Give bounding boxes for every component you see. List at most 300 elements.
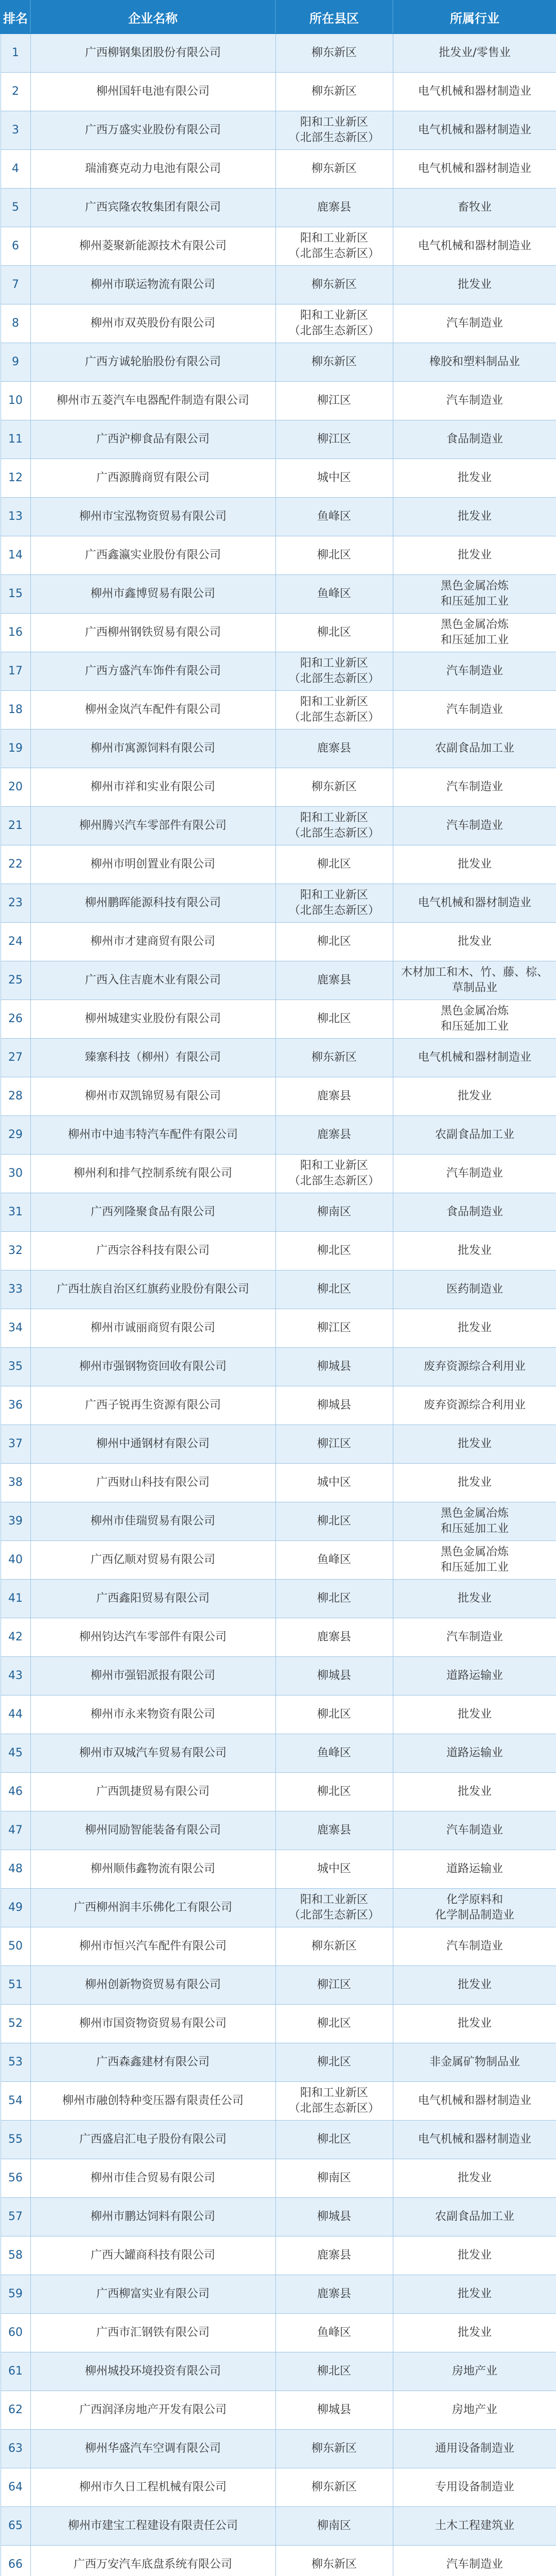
table-row	[1, 2082, 556, 2121]
cell-rank: 56	[1, 2159, 30, 2198]
cell-industry: 医药制造业	[393, 1270, 556, 1309]
cell-district: 柳东新区	[275, 2546, 393, 2576]
cell-name: 柳州创新物资贸易有限公司	[30, 1966, 275, 2005]
cell-industry: 土木工程建筑业	[393, 2507, 556, 2546]
cell-industry: 电气机械和器材制造业	[393, 2082, 556, 2121]
table-row	[1, 1232, 556, 1270]
cell-industry: 汽车制造业	[393, 807, 556, 845]
cell-rank: 11	[1, 420, 30, 459]
table-row	[1, 1657, 556, 1696]
cell-name: 广西鑫阳贸易有限公司	[30, 1580, 275, 1618]
cell-rank: 45	[1, 1734, 30, 1773]
table-row	[1, 1773, 556, 1811]
table-body	[1, 33, 556, 2576]
cell-rank: 40	[1, 1541, 30, 1580]
cell-district: 柳东新区	[275, 73, 393, 111]
cell-rank: 4	[1, 150, 30, 189]
cell-industry: 批发业	[393, 923, 556, 961]
table-row	[1, 652, 556, 691]
cell-rank: 53	[1, 2043, 30, 2082]
cell-industry: 农副食品加工业	[393, 1116, 556, 1155]
cell-name: 柳州市双城汽车贸易有限公司	[30, 1734, 275, 1773]
table-row	[1, 1270, 556, 1309]
cell-industry: 房地产业	[393, 2391, 556, 2430]
cell-rank: 46	[1, 1773, 30, 1811]
cell-rank: 62	[1, 2391, 30, 2430]
cell-rank: 64	[1, 2468, 30, 2507]
cell-district: 柳南区	[275, 2159, 393, 2198]
cell-district: 柳北区	[275, 1580, 393, 1618]
cell-district: 柳江区	[275, 1966, 393, 2005]
table-row	[1, 1502, 556, 1541]
cell-rank: 66	[1, 2546, 30, 2576]
table-row	[1, 1464, 556, 1502]
cell-name: 广西方盛汽车饰件有限公司	[30, 652, 275, 691]
cell-district: 柳江区	[275, 420, 393, 459]
cell-rank: 27	[1, 1039, 30, 1077]
cell-industry: 黑色金属冶炼 和压延加工业	[393, 575, 556, 614]
cell-industry: 批发业/零售业	[393, 33, 556, 73]
cell-name: 广西柳州润丰乐佛化工有限公司	[30, 1889, 275, 1927]
cell-rank: 60	[1, 2314, 30, 2352]
table-row	[1, 536, 556, 575]
cell-rank: 61	[1, 2352, 30, 2391]
cell-district: 阳和工业新区 （北部生态新区）	[275, 1889, 393, 1927]
cell-industry: 木材加工和木、竹、藤、棕、草制品业	[393, 961, 556, 1000]
table-row	[1, 1039, 556, 1077]
cell-industry: 专用设备制造业	[393, 2468, 556, 2507]
cell-name: 广西壮族自治区红旗药业股份有限公司	[30, 1270, 275, 1309]
cell-district: 柳东新区	[275, 33, 393, 73]
table-row	[1, 1541, 556, 1580]
cell-name: 柳州金岚汽车配件有限公司	[30, 691, 275, 730]
cell-industry: 批发业	[393, 1232, 556, 1270]
cell-industry: 汽车制造业	[393, 1618, 556, 1657]
cell-industry: 批发业	[393, 2275, 556, 2314]
table-row	[1, 150, 556, 189]
cell-industry: 房地产业	[393, 2352, 556, 2391]
cell-name: 广西鑫瀛实业股份有限公司	[30, 536, 275, 575]
cell-district: 柳江区	[275, 382, 393, 420]
cell-name: 广西列隆聚食品有限公司	[30, 1193, 275, 1232]
cell-name: 广西沪柳食品有限公司	[30, 420, 275, 459]
cell-rank: 59	[1, 2275, 30, 2314]
table-row	[1, 2391, 556, 2430]
cell-name: 广西宾隆农牧集团有限公司	[30, 189, 275, 227]
cell-rank: 37	[1, 1425, 30, 1464]
table-row	[1, 1734, 556, 1773]
cell-name: 柳州利和排气控制系统有限公司	[30, 1155, 275, 1193]
cell-industry: 通用设备制造业	[393, 2430, 556, 2468]
cell-rank: 6	[1, 227, 30, 266]
cell-name: 柳州市鹏达饲料有限公司	[30, 2198, 275, 2236]
cell-rank: 17	[1, 652, 30, 691]
cell-name: 广西宗谷科技有限公司	[30, 1232, 275, 1270]
cell-rank: 10	[1, 382, 30, 420]
cell-name: 柳州城建实业股份有限公司	[30, 1000, 275, 1039]
cell-name: 柳州顺伟鑫物流有限公司	[30, 1850, 275, 1889]
table-row	[1, 614, 556, 652]
table-row	[1, 2468, 556, 2507]
cell-rank: 26	[1, 1000, 30, 1039]
cell-district: 阳和工业新区 （北部生态新区）	[275, 2082, 393, 2121]
cell-rank: 19	[1, 730, 30, 768]
cell-district: 柳东新区	[275, 1927, 393, 1966]
cell-industry: 批发业	[393, 266, 556, 304]
cell-name: 柳州华盛汽车空调有限公司	[30, 2430, 275, 2468]
table-row	[1, 2275, 556, 2314]
cell-district: 柳东新区	[275, 768, 393, 807]
table-row	[1, 2546, 556, 2576]
table-row	[1, 33, 556, 73]
cell-district: 柳东新区	[275, 266, 393, 304]
cell-industry: 电气机械和器材制造业	[393, 1039, 556, 1077]
cell-rank: 38	[1, 1464, 30, 1502]
cell-industry: 汽车制造业	[393, 382, 556, 420]
cell-district: 柳北区	[275, 1502, 393, 1541]
cell-rank: 58	[1, 2236, 30, 2275]
cell-industry: 电气机械和器材制造业	[393, 111, 556, 150]
cell-district: 阳和工业新区 （北部生态新区）	[275, 807, 393, 845]
cell-rank: 28	[1, 1077, 30, 1116]
table-row	[1, 691, 556, 730]
cell-name: 柳州市祥和实业有限公司	[30, 768, 275, 807]
cell-rank: 43	[1, 1657, 30, 1696]
table-row	[1, 884, 556, 923]
cell-district: 鹿寨县	[275, 2275, 393, 2314]
cell-industry: 电气机械和器材制造业	[393, 227, 556, 266]
cell-district: 鹿寨县	[275, 961, 393, 1000]
cell-rank: 50	[1, 1927, 30, 1966]
cell-industry: 批发业	[393, 1966, 556, 2005]
cell-district: 柳北区	[275, 1232, 393, 1270]
cell-name: 柳州市佳瑞贸易有限公司	[30, 1502, 275, 1541]
cell-district: 柳东新区	[275, 1039, 393, 1077]
cell-district: 柳北区	[275, 614, 393, 652]
cell-name: 柳州鹏晖能源科技有限公司	[30, 884, 275, 923]
table-row	[1, 845, 556, 884]
cell-name: 柳州钧达汽车零部件有限公司	[30, 1618, 275, 1657]
cell-industry: 汽车制造业	[393, 691, 556, 730]
cell-industry: 黑色金属冶炼 和压延加工业	[393, 1541, 556, 1580]
table-row	[1, 459, 556, 498]
cell-name: 柳州市宝泓物资贸易有限公司	[30, 498, 275, 536]
cell-industry: 批发业	[393, 1773, 556, 1811]
cell-name: 柳州市双英股份有限公司	[30, 304, 275, 343]
cell-rank: 55	[1, 2121, 30, 2159]
cell-industry: 汽车制造业	[393, 1811, 556, 1850]
column-header-industry: 所属行业	[393, 1, 556, 33]
cell-industry: 畜牧业	[393, 189, 556, 227]
table-row	[1, 2005, 556, 2043]
table-row	[1, 1155, 556, 1193]
cell-rank: 49	[1, 1889, 30, 1927]
cell-industry: 橡胶和塑料制品业	[393, 343, 556, 382]
cell-name: 柳州市融创特种变压器有限责任公司	[30, 2082, 275, 2121]
cell-industry: 非金属矿物制品业	[393, 2043, 556, 2082]
column-header-rank: 排名	[1, 1, 30, 33]
cell-name: 柳州国轩电池有限公司	[30, 73, 275, 111]
cell-industry: 批发业	[393, 1077, 556, 1116]
cell-rank: 33	[1, 1270, 30, 1309]
cell-name: 柳州市永来物资有限公司	[30, 1696, 275, 1734]
cell-district: 鱼峰区	[275, 1734, 393, 1773]
table-row	[1, 420, 556, 459]
cell-district: 鱼峰区	[275, 575, 393, 614]
cell-district: 阳和工业新区 （北部生态新区）	[275, 1155, 393, 1193]
table-row	[1, 1927, 556, 1966]
cell-name: 臻寨科技（柳州）有限公司	[30, 1039, 275, 1077]
cell-name: 广西柳富实业有限公司	[30, 2275, 275, 2314]
cell-rank: 35	[1, 1348, 30, 1386]
cell-district: 柳城县	[275, 1386, 393, 1425]
cell-industry: 农副食品加工业	[393, 2198, 556, 2236]
cell-district: 阳和工业新区 （北部生态新区）	[275, 304, 393, 343]
cell-industry: 批发业	[393, 536, 556, 575]
cell-name: 柳州市国资物资贸易有限公司	[30, 2005, 275, 2043]
cell-rank: 24	[1, 923, 30, 961]
cell-name: 广西万盛实业股份有限公司	[30, 111, 275, 150]
cell-district: 柳江区	[275, 1309, 393, 1348]
cell-district: 柳南区	[275, 1193, 393, 1232]
cell-name: 柳州市强铝派报有限公司	[30, 1657, 275, 1696]
cell-name: 柳州市诚丽商贸有限公司	[30, 1309, 275, 1348]
cell-industry: 化学原料和 化学制品制造业	[393, 1889, 556, 1927]
cell-name: 柳州市久日工程机械有限公司	[30, 2468, 275, 2507]
cell-district: 柳北区	[275, 2043, 393, 2082]
table-row	[1, 227, 556, 266]
cell-district: 鱼峰区	[275, 498, 393, 536]
cell-name: 广西方诚轮胎股份有限公司	[30, 343, 275, 382]
cell-rank: 41	[1, 1580, 30, 1618]
cell-rank: 9	[1, 343, 30, 382]
table-row	[1, 2121, 556, 2159]
cell-district: 柳江区	[275, 1425, 393, 1464]
table-row	[1, 1116, 556, 1155]
cell-district: 柳城县	[275, 2198, 393, 2236]
table-row	[1, 1425, 556, 1464]
cell-name: 广西入住吉鹿木业有限公司	[30, 961, 275, 1000]
cell-name: 瑞浦赛克动力电池有限公司	[30, 150, 275, 189]
cell-rank: 2	[1, 73, 30, 111]
table-row	[1, 1309, 556, 1348]
cell-rank: 8	[1, 304, 30, 343]
cell-industry: 道路运输业	[393, 1734, 556, 1773]
table-row	[1, 382, 556, 420]
cell-district: 柳城县	[275, 1348, 393, 1386]
cell-rank: 39	[1, 1502, 30, 1541]
cell-rank: 20	[1, 768, 30, 807]
cell-industry: 批发业	[393, 2314, 556, 2352]
cell-district: 柳北区	[275, 2121, 393, 2159]
column-header-name: 企业名称	[30, 1, 275, 33]
table-row	[1, 1580, 556, 1618]
table-row	[1, 2352, 556, 2391]
cell-rank: 21	[1, 807, 30, 845]
cell-name: 广西润泽房地产开发有限公司	[30, 2391, 275, 2430]
cell-name: 柳州中通钢材有限公司	[30, 1425, 275, 1464]
cell-industry: 批发业	[393, 1309, 556, 1348]
cell-industry: 农副食品加工业	[393, 730, 556, 768]
cell-name: 广西市汇钢铁有限公司	[30, 2314, 275, 2352]
cell-name: 柳州市五菱汽车电器配件制造有限公司	[30, 382, 275, 420]
cell-rank: 3	[1, 111, 30, 150]
cell-rank: 5	[1, 189, 30, 227]
cell-district: 鹿寨县	[275, 1618, 393, 1657]
table-row	[1, 498, 556, 536]
table-row	[1, 923, 556, 961]
cell-industry: 电气机械和器材制造业	[393, 150, 556, 189]
cell-district: 城中区	[275, 1850, 393, 1889]
cell-rank: 54	[1, 2082, 30, 2121]
cell-district: 鹿寨县	[275, 1077, 393, 1116]
cell-industry: 黑色金属冶炼 和压延加工业	[393, 614, 556, 652]
cell-district: 柳东新区	[275, 2430, 393, 2468]
cell-district: 鹿寨县	[275, 1116, 393, 1155]
cell-industry: 批发业	[393, 1425, 556, 1464]
table-row	[1, 2236, 556, 2275]
cell-name: 柳州城投环境投资有限公司	[30, 2352, 275, 2391]
table-row	[1, 2430, 556, 2468]
cell-rank: 14	[1, 536, 30, 575]
cell-rank: 12	[1, 459, 30, 498]
table-row	[1, 266, 556, 304]
cell-district: 阳和工业新区 （北部生态新区）	[275, 227, 393, 266]
cell-name: 柳州市恒兴汽车配件有限公司	[30, 1927, 275, 1966]
cell-rank: 65	[1, 2507, 30, 2546]
cell-district: 城中区	[275, 1464, 393, 1502]
cell-rank: 13	[1, 498, 30, 536]
cell-rank: 31	[1, 1193, 30, 1232]
cell-district: 柳北区	[275, 923, 393, 961]
cell-district: 柳东新区	[275, 343, 393, 382]
cell-industry: 食品制造业	[393, 420, 556, 459]
cell-name: 广西凯捷贸易有限公司	[30, 1773, 275, 1811]
cell-district: 柳北区	[275, 1773, 393, 1811]
cell-name: 广西森鑫建材有限公司	[30, 2043, 275, 2082]
cell-industry: 汽车制造业	[393, 304, 556, 343]
cell-name: 柳州市双凯锦贸易有限公司	[30, 1077, 275, 1116]
table-row	[1, 807, 556, 845]
table-row	[1, 2198, 556, 2236]
cell-district: 柳北区	[275, 845, 393, 884]
table-row	[1, 768, 556, 807]
table-row	[1, 111, 556, 150]
cell-rank: 7	[1, 266, 30, 304]
table-row	[1, 2159, 556, 2198]
cell-industry: 批发业	[393, 2236, 556, 2275]
table-row	[1, 189, 556, 227]
cell-rank: 1	[1, 33, 30, 73]
cell-name: 柳州市鑫博贸易有限公司	[30, 575, 275, 614]
cell-industry: 黑色金属冶炼 和压延加工业	[393, 1000, 556, 1039]
table-row	[1, 575, 556, 614]
table-row	[1, 1850, 556, 1889]
cell-name: 柳州市强钢物资回收有限公司	[30, 1348, 275, 1386]
cell-district: 鹿寨县	[275, 189, 393, 227]
table-row	[1, 2314, 556, 2352]
cell-industry: 批发业	[393, 2005, 556, 2043]
cell-industry: 电气机械和器材制造业	[393, 884, 556, 923]
cell-district: 城中区	[275, 459, 393, 498]
cell-industry: 批发业	[393, 1580, 556, 1618]
cell-industry: 批发业	[393, 1464, 556, 1502]
cell-district: 柳东新区	[275, 150, 393, 189]
cell-rank: 47	[1, 1811, 30, 1850]
cell-rank: 48	[1, 1850, 30, 1889]
cell-industry: 道路运输业	[393, 1657, 556, 1696]
cell-industry: 道路运输业	[393, 1850, 556, 1889]
cell-district: 鱼峰区	[275, 2314, 393, 2352]
cell-name: 柳州同励智能装备有限公司	[30, 1811, 275, 1850]
cell-name: 广西盛启汇电子股份有限公司	[30, 2121, 275, 2159]
table-row	[1, 1889, 556, 1927]
table-row	[1, 2043, 556, 2082]
cell-name: 广西柳州钢铁贸易有限公司	[30, 614, 275, 652]
cell-rank: 15	[1, 575, 30, 614]
cell-district: 柳城县	[275, 1657, 393, 1696]
cell-district: 阳和工业新区 （北部生态新区）	[275, 652, 393, 691]
cell-rank: 30	[1, 1155, 30, 1193]
cell-rank: 18	[1, 691, 30, 730]
cell-name: 柳州腾兴汽车零部件有限公司	[30, 807, 275, 845]
cell-district: 柳北区	[275, 2352, 393, 2391]
table-row	[1, 2507, 556, 2546]
cell-rank: 22	[1, 845, 30, 884]
cell-industry: 批发业	[393, 2159, 556, 2198]
cell-industry: 电气机械和器材制造业	[393, 2121, 556, 2159]
cell-district: 鹿寨县	[275, 730, 393, 768]
cell-district: 柳东新区	[275, 2468, 393, 2507]
cell-district: 柳城县	[275, 2391, 393, 2430]
table-row	[1, 1348, 556, 1386]
cell-district: 柳北区	[275, 2005, 393, 2043]
cell-name: 柳州菱聚新能源技术有限公司	[30, 227, 275, 266]
cell-rank: 42	[1, 1618, 30, 1657]
cell-industry: 废弃资源综合利用业	[393, 1348, 556, 1386]
cell-district: 柳北区	[275, 1000, 393, 1039]
cell-district: 鱼峰区	[275, 1541, 393, 1580]
cell-name: 柳州市中迪韦特汽车配件有限公司	[30, 1116, 275, 1155]
table-row	[1, 1618, 556, 1657]
table-header-row	[1, 1, 556, 33]
cell-district: 柳南区	[275, 2507, 393, 2546]
cell-district: 柳北区	[275, 1270, 393, 1309]
cell-name: 柳州市佳合贸易有限公司	[30, 2159, 275, 2198]
cell-rank: 23	[1, 884, 30, 923]
cell-district: 鹿寨县	[275, 2236, 393, 2275]
cell-name: 广西万安汽车底盘系统有限公司	[30, 2546, 275, 2576]
cell-industry: 电气机械和器材制造业	[393, 73, 556, 111]
cell-name: 广西柳钢集团股份有限公司	[30, 33, 275, 73]
cell-industry: 食品制造业	[393, 1193, 556, 1232]
table-row	[1, 1193, 556, 1232]
cell-district: 阳和工业新区 （北部生态新区）	[275, 691, 393, 730]
cell-rank: 34	[1, 1309, 30, 1348]
cell-rank: 52	[1, 2005, 30, 2043]
cell-rank: 16	[1, 614, 30, 652]
cell-name: 柳州市寓源饲料有限公司	[30, 730, 275, 768]
table-row	[1, 1811, 556, 1850]
column-header-district: 所在县区	[275, 1, 393, 33]
cell-name: 柳州市联运物流有限公司	[30, 266, 275, 304]
table-row	[1, 961, 556, 1000]
cell-district: 鹿寨县	[275, 1811, 393, 1850]
cell-industry: 黑色金属冶炼 和压延加工业	[393, 1502, 556, 1541]
cell-industry: 批发业	[393, 1696, 556, 1734]
cell-rank: 44	[1, 1696, 30, 1734]
cell-rank: 32	[1, 1232, 30, 1270]
